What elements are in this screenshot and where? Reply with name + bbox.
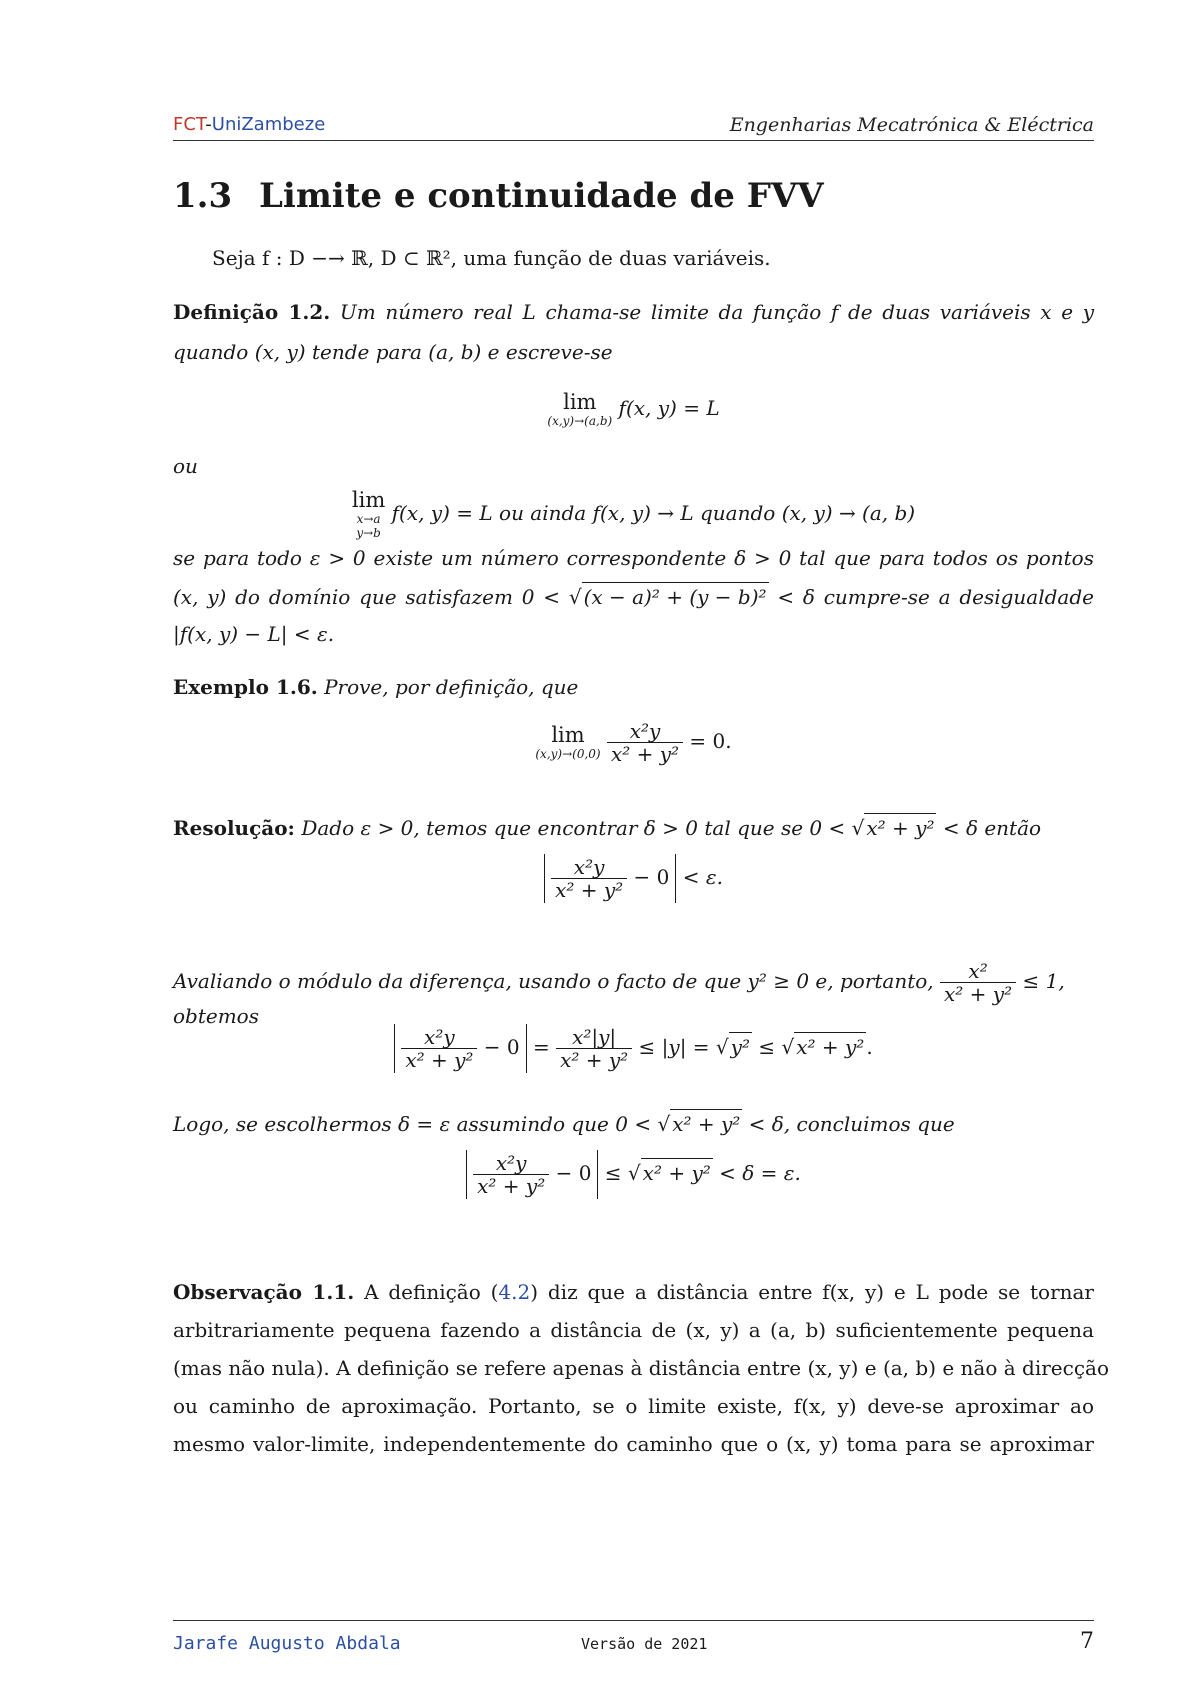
condition-line-1: se para todo ε > 0 existe um número correspondente δ > 0 tal que para todos os pontos [173, 546, 1094, 570]
observation-line-4: ou caminho de aproximação. Portanto, se o limite existe, f(x, y) deve-se aproximar ao [173, 1394, 1094, 1418]
obtemos-text: obtemos [173, 1004, 259, 1028]
course-label: Engenharias Mecatrónica & Eléctrica [729, 114, 1094, 136]
author-name: Jarafe Augusto Abdala [173, 1633, 401, 1654]
intro-text: Seja f : D −→ ℝ, D ⊂ ℝ², uma função de duas variáveis. [212, 246, 771, 270]
institution-label: FCT-UniZambeze [173, 114, 326, 135]
resolution-heading: Resolução: Dado ε > 0, temos que encontrar δ > 0 tal que se 0 < √ x² + y² < δ então [173, 813, 1094, 842]
or-text: ou [173, 454, 198, 478]
equation-reference-link[interactable]: 4.2 [498, 1280, 531, 1304]
observation-line-2: arbitrariamente pequena fazendo a distância de (x, y) a (a, b) suficientemente pequena [173, 1318, 1094, 1342]
example-equation: lim (x,y)→(0,0) $\frac{\text{x²y}}{\text{x² + y²}}$ = 0. [535, 719, 732, 766]
limit-equation-1: lim (x,y)→(a,b) f(x, y) = L [547, 390, 720, 428]
condition-line-3: |f(x, y) − L| < ε. [173, 622, 335, 646]
logo-line: Logo, se escolhermos δ = ε assumindo que 0 < √ x² + y² < δ, concluimos que [173, 1109, 1094, 1138]
resolution-equation-2: $\frac{\text{x²y}}{\text{x² + y²}}$ − 0 = $\frac{\text{x²|y|}}{\text{x² + y²}}$ ≤ |y| = √ y² ≤ √ x² + y² . [173, 1024, 1094, 1073]
observation-line-3: (mas não nula). A definição se refere apenas à distância entre (x, y) e (a, b) e não à direcção [173, 1356, 1109, 1380]
evaluation-line: Avaliando o módulo da diferença, usando o facto de que y² ≥ 0 e, portanto, $\frac{\text{x²}}{\text{x² + y²}}$ ≤ 1, [173, 959, 1065, 1006]
page-number: 7 [1080, 1629, 1094, 1654]
definition-line-1: Definição 1.2. Um número real L chama-se limite da função f de duas variáveis x e y [173, 300, 1095, 324]
observation-line-1: Observação 1.1. A definição (4.2) diz que a distância entre f(x, y) e L pode se tornar [173, 1280, 1094, 1304]
definition-line-2: quando (x, y) tende para (a, b) e escreve-se [173, 340, 613, 364]
resolution-equation-1: $\frac{\text{x²y}}{\text{x² + y²}}$ − 0 < ε. [173, 854, 1094, 903]
observation-line-5: mesmo valor-limite, independentemente do caminho que o (x, y) toma para se aproximar [173, 1432, 1094, 1456]
condition-line-2: (x, y) do domínio que satisfazem 0 < √ (x − a)² + (y − b)² < δ cumpre-se a desigualdade [173, 582, 1094, 611]
example-heading: Exemplo 1.6. Prove, por definição, que [173, 675, 579, 699]
version-label: Versão de 2021 [581, 1635, 708, 1653]
page-header [173, 112, 1094, 141]
resolution-equation-3: $\frac{\text{x²y}}{\text{x² + y²}}$ − 0 ≤ √ x² + y² < δ = ε. [173, 1150, 1094, 1199]
page-footer [173, 1620, 1094, 1671]
limit-equation-2: lim x→a y→b f(x, y) = L ou ainda f(x, y) → L quando (x, y) → (a, b) [351, 488, 916, 540]
section-heading: 1.3 Limite e continuidade de FVV [173, 176, 824, 216]
